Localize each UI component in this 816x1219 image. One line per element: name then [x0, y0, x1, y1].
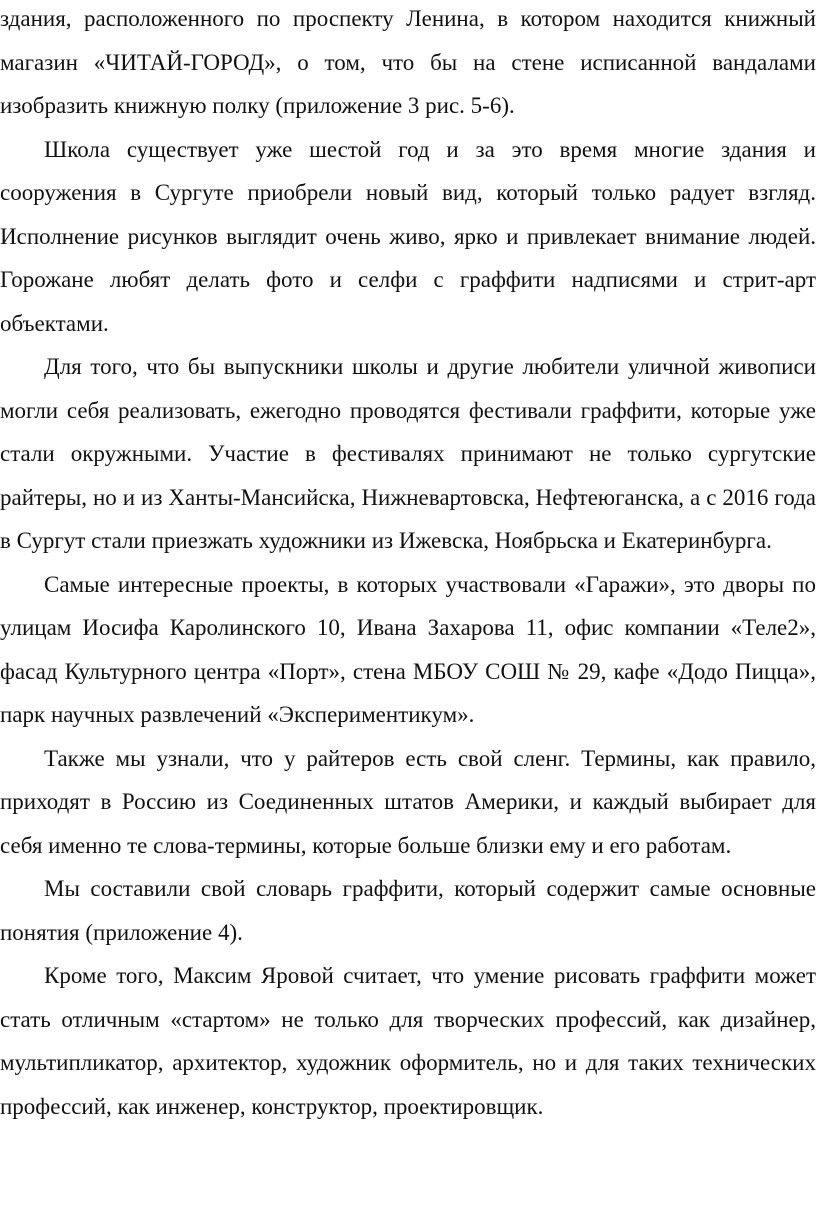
paragraph-festivals: Для того, что бы выпускники школы и другие любители уличной живописи могли себя реализовать, ежегодно проводятся фестивали граффити, которые уже стали окружными. Участие в фестивалях принимают не только сургутские райтеры, но и из Ханты-Мансийска, Нижневартовска, Нефтеюганска, а с 2016 года в Сургут стали приезжать художники из Ижевска, Ноябрьска и Екатеринбурга. [0, 354, 816, 553]
paragraph-school-history: Школа существует уже шестой год и за это время многие здания и сооружения в Сургуте приобрели новый вид, который только радует взгляд. Исполнение рисунков выглядит очень живо, ярко и привлекает внимание людей. Горожане любят делать фото и селфи с граффити надписями и стрит-арт объектами. [0, 136, 816, 336]
paragraph-projects: Самые интересные проекты, в которых участвовали «Гаражи», это дворы по улицам Иосифа Каролинского 10, Ивана Захарова 11, офис компании «Теле2», фасад Культурного центра «Порт», стена МБОУ СОШ № 29, кафе «Додо Пицца», парк научных развлечений «Экспериментикум». [0, 571, 816, 727]
paragraph-dictionary: Мы составили свой словарь граффити, который содержит самые основные понятия (приложение 4). [0, 876, 816, 945]
paragraph-professions: Кроме того, Максим Яровой считает, что умение рисовать граффити может стать отличным «стартом» не только для творческих профессий, как дизайнер, мультипликатор, архитектор, художник оформитель, но и для таких технических профессий, как инженер, конструктор, проектировщик. [0, 963, 816, 1119]
paragraph-continuation: здания, расположенного по проспекту Ленина, в котором находится книжный магазин «ЧИТАЙ-ГОРОД», о том, что бы на стене исписанной вандалами изобразить книжную полку (приложение 3 рис. 5-6). [0, 6, 816, 118]
paragraph-slang: Также мы узнали, что у райтеров есть свой сленг. Термины, как правило, приходят в Россию из Соединенных штатов Америки, и каждый выбирает для себя именно те слова-термины, которые больше близки ему и его работам. [0, 745, 816, 858]
